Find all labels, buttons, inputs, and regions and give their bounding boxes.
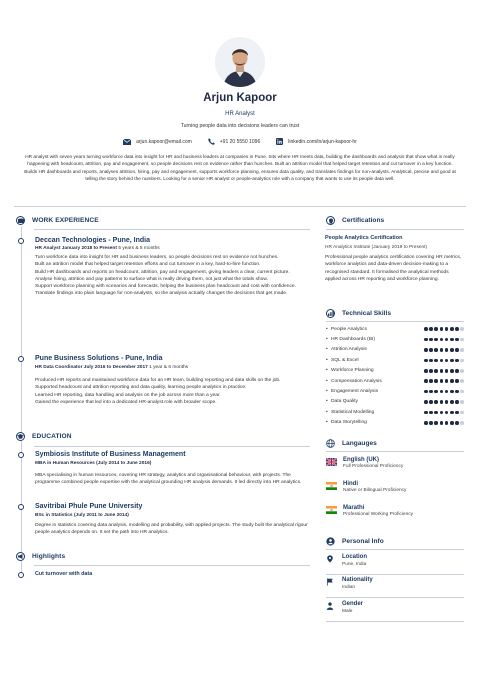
timeline-dot: [18, 452, 24, 458]
skill-rating-dot: [429, 338, 433, 342]
certification-issuer: HR Analytics Institute (January 2019 to Present): [325, 245, 428, 250]
skill-bullet: •: [326, 357, 328, 363]
skill-rating-dot: [424, 421, 428, 425]
experience-heading-text: WORK EXPERIENCE: [32, 217, 99, 224]
skill-rating-dot: [455, 411, 459, 415]
skill-rating-dot: [450, 379, 454, 383]
education-rule: [34, 446, 310, 447]
skill-rating-dot: [445, 379, 449, 383]
school-name: Symbiosis Institute of Business Management: [35, 451, 186, 458]
briefcase-icon: [16, 216, 25, 225]
tagline: Turning people data into decisions leaders can trust: [180, 123, 300, 129]
job-bullet: Produced HR reports and maintained workforce data for an HR team, building reporting and data skills on the job.: [35, 378, 281, 383]
skill-rating-dot: [460, 379, 464, 383]
skill-rating-dot: [424, 327, 428, 331]
phone-contact[interactable]: [208, 138, 260, 145]
job-meta: [35, 365, 188, 370]
skill-rating: [424, 359, 464, 363]
skill-rating-dot: [440, 369, 444, 373]
skill-rating-dot: [424, 390, 428, 394]
job-company: Deccan Technologies - Pune, India: [35, 237, 151, 244]
job-bullet: Built an attrition model that helped target retention efforts and cut turnover in a key, hard-to-hire function.: [35, 262, 261, 268]
skill-name: Engagement Analysis: [331, 389, 379, 395]
skill-row: [326, 376, 464, 386]
skill-rating-dot: [429, 348, 433, 352]
highlight-item: Cut turnover with data: [35, 571, 93, 577]
skills-rule: [326, 321, 464, 322]
graduation-cap-icon: [16, 432, 25, 441]
skill-rating: [424, 327, 464, 331]
skill-rating-dot: [455, 327, 459, 331]
timeline-dot: [18, 238, 24, 244]
skill-rating-dot: [429, 411, 433, 415]
skills-heading-text: Technical Skills: [342, 310, 391, 317]
email-text: arjun.kapoor@email.com: [136, 138, 192, 145]
skill-rating-dot: [450, 327, 454, 331]
job-bullets: [35, 254, 311, 298]
globe-icon: [326, 439, 335, 448]
skill-rating-dot: [440, 327, 444, 331]
professional-summary: HR analyst with seven years turning workforce data into insight for HR and business leaders at companies in Pune. Sits where HR meets data, building the dashboards and analysis that show what is really happening with headcount, attrition, pay and engagement, so people decisions rest on evidence rather than hunches. Built an attrition model that helped target retention and cut turnover in a key function. Builds HR dashboards and reports, analyses attrition, hiring, pay and engagement, supports workforce planning, ensures data quality, and translates findings for non-analysts. Analytical, precise and good at telling the story behind the numbers. Looking for a senior HR analyst or people-analytics role with a company that wants to use its people data well.: [24, 155, 456, 182]
skill-rating-dot: [445, 327, 449, 331]
skill-rating-dot: [440, 379, 444, 383]
skill-rating-dot: [424, 348, 428, 352]
timeline-dot: [18, 572, 24, 578]
skill-rating-dot: [434, 390, 438, 394]
skill-rating-dot: [460, 369, 464, 373]
linkedin-icon: [276, 138, 283, 145]
skill-rating-dot: [455, 421, 459, 425]
skill-rating: [424, 369, 464, 373]
job-company: Pune Business Solutions - Pune, India: [35, 355, 163, 362]
skill-rating-dot: [434, 400, 438, 404]
education-heading: [16, 432, 72, 441]
skill-rating-dot: [440, 359, 444, 363]
languages-heading-text: Langauges: [342, 440, 377, 447]
skill-rating-dot: [440, 348, 444, 352]
language-item: [326, 457, 403, 469]
degree-meta: [35, 461, 151, 466]
skill-rating-dot: [424, 400, 428, 404]
personal-label: Gender: [342, 601, 364, 607]
skill-rating-dot: [445, 421, 449, 425]
skill-name: HR Dashboards (BI): [331, 337, 376, 343]
location-icon: [326, 555, 334, 563]
personal-value: Male: [342, 608, 353, 614]
job-bullet: Analyse hiring, attrition and pay patterns to surface what is really driving them, not just what the totals show.: [35, 276, 268, 282]
skill-rating-dot: [440, 338, 444, 342]
school-name: Savitribai Phule Pune University: [35, 503, 143, 510]
language-level: Full Professional Proficiency: [343, 464, 404, 469]
skill-rating-dot: [424, 338, 428, 342]
job-bullet: Translate findings into plain language for non-analysts, so the analysis actually changes the decisions that get made.: [35, 291, 288, 297]
degree-description: MBA specialising in human resources, covering HR strategy, analytics and organisational behaviour, with projects. The programme combined people expertise with the analytical grounding HR analysis demands. It led directly into HR analytics.: [35, 473, 302, 486]
highlights-rule: [34, 565, 310, 566]
skill-rating-dot: [445, 411, 449, 415]
language-level: Native or Bilingual Proficiency: [343, 488, 407, 493]
skill-row: [326, 418, 464, 428]
skill-name: Statistical Modelling: [331, 409, 375, 415]
linkedin-contact[interactable]: [276, 138, 357, 145]
skill-rating: [424, 400, 464, 404]
personal-item-rule: [326, 597, 464, 598]
skill-rating-dot: [450, 359, 454, 363]
language-name: Hindi: [343, 481, 358, 487]
job-bullet: Supported headcount and attrition reporting and data quality, learning people analytics in practice.: [35, 385, 247, 391]
skill-rating-dot: [434, 327, 438, 331]
skill-row: [326, 345, 464, 355]
header-divider: [14, 206, 466, 207]
skill-rating-dot: [455, 338, 459, 342]
skill-bullet: •: [326, 420, 328, 426]
skills-heading: [326, 309, 391, 318]
phone-text: +91 20 5550 1096: [219, 138, 261, 145]
personal-label: Location: [342, 554, 367, 560]
certifications-heading: [326, 216, 384, 225]
skill-name: Data Quality: [331, 399, 358, 405]
personal-item: [326, 554, 367, 567]
skill-rating-dot: [455, 369, 459, 373]
skill-rating-dot: [450, 411, 454, 415]
india-flag-icon: [326, 482, 337, 490]
skill-name: Data Storytelling: [331, 420, 367, 426]
skill-bullet: •: [326, 347, 328, 353]
skill-rating-dot: [440, 411, 444, 415]
skill-rating-dot: [445, 390, 449, 394]
personal-item: [326, 601, 363, 614]
job-bullet: Turn workforce data into insight for HR and business leaders, so people decisions rest on evidence not hunches.: [35, 255, 279, 260]
job-dates: July 2016 to December 2017: [83, 364, 148, 370]
certifications-heading-text: Certifications: [342, 217, 385, 224]
skill-rating-dot: [429, 390, 433, 394]
personal-item-rule: [326, 621, 464, 622]
skill-rating-dot: [460, 411, 464, 415]
personal-info-heading: [326, 537, 384, 546]
skill-rating-dot: [429, 359, 433, 363]
skill-rating-dot: [460, 400, 464, 404]
skill-rating-dot: [440, 390, 444, 394]
degree-dates: (July 2014 to June 2016): [96, 460, 152, 466]
skill-bullet: •: [326, 337, 328, 343]
skill-rating: [424, 379, 464, 383]
skill-name: Compensation Analysis: [331, 378, 382, 384]
skill-row: [326, 334, 464, 344]
candidate-name: Arjun Kapoor: [203, 92, 277, 104]
skill-rating-dot: [450, 400, 454, 404]
languages-rule: [326, 451, 464, 452]
skill-rating-dot: [450, 338, 454, 342]
skill-rating: [424, 390, 464, 394]
language-name: Marathi: [343, 505, 365, 511]
profile-photo: [215, 37, 265, 87]
skill-rating: [424, 411, 464, 415]
skill-bullet: •: [326, 399, 328, 405]
skill-rating-dot: [455, 348, 459, 352]
highlights-heading: [16, 552, 65, 561]
job-bullet: Build HR dashboards and reports on headcount, attrition, pay and engagement, giving leaders a clear, current picture.: [35, 269, 290, 275]
skill-rating-dot: [429, 400, 433, 404]
language-name: English (UK): [343, 457, 379, 463]
job-role: HR Analyst: [35, 245, 61, 251]
linkedin-text: linkedin.com/in/arjun-kapoor-hr: [288, 138, 357, 145]
skill-rating-dot: [434, 411, 438, 415]
timeline-dot: [18, 356, 24, 362]
experience-rule: [34, 229, 310, 230]
skill-name: People Analytics: [331, 326, 367, 332]
skill-row: [326, 355, 464, 365]
skill-rating-dot: [455, 400, 459, 404]
skill-rating-dot: [424, 411, 428, 415]
skill-rating-dot: [445, 348, 449, 352]
skill-rating-dot: [460, 338, 464, 342]
personal-info-rule: [326, 549, 464, 550]
job-duration: 5 years & 5 months: [118, 245, 160, 251]
skill-rating-dot: [429, 369, 433, 373]
megaphone-icon: [16, 552, 25, 561]
timeline-line: [21, 226, 22, 576]
chart-icon: [326, 309, 335, 318]
timeline-dot: [18, 504, 24, 510]
language-item: [326, 481, 406, 493]
skill-bullet: •: [326, 409, 328, 415]
skill-rating-dot: [450, 390, 454, 394]
job-bullets: [35, 377, 311, 406]
degree-name: MBA in Human Resources: [35, 460, 95, 466]
user-icon: [326, 537, 335, 546]
degree-name: BSc in Statistics: [35, 512, 73, 518]
skill-rating-dot: [429, 327, 433, 331]
degree-description: Degree in statistics covering data analysis, modelling and probability, with applied projects. The study built the analytical rigour people analytics depends on. It set the path into HR analytics.: [35, 523, 308, 536]
job-duration: 1 year & 6 months: [149, 364, 189, 370]
skill-rating-dot: [455, 359, 459, 363]
skill-rating-dot: [445, 359, 449, 363]
job-role: HR Data Coordinator: [35, 364, 83, 370]
skill-rating-dot: [460, 421, 464, 425]
skill-name: SQL & Excel: [331, 357, 359, 363]
phone-icon: [208, 138, 215, 145]
job-meta: [35, 246, 160, 251]
job-bullet: Support workforce planning with scenarios and forecasts, helping the business plan headcount and cost with confidence.: [35, 284, 296, 290]
personal-label: Nationality: [342, 577, 373, 583]
skill-rating-dot: [434, 338, 438, 342]
certification-description: Professional people analytics certification covering HR metrics, workforce analytics and data-driven decision-making to a recognised standard. It formalised the analytical methods applied across HR reporting and workforce planning.: [325, 255, 462, 282]
personal-info-heading-text: Personal Info: [342, 538, 384, 545]
skill-bullet: •: [326, 389, 328, 395]
skill-bullet: •: [326, 368, 328, 374]
language-item: [326, 505, 413, 517]
languages-heading: [326, 439, 377, 448]
skill-rating-dot: [424, 379, 428, 383]
skill-rating-dot: [434, 369, 438, 373]
skill-row: [326, 407, 464, 417]
job-bullet: Learned HR reporting, data handling and analysis on the job across more than a year.: [35, 392, 221, 398]
skill-rating-dot: [424, 369, 428, 373]
skill-rating-dot: [434, 359, 438, 363]
skill-rating-dot: [455, 390, 459, 394]
person-icon: [326, 602, 334, 610]
skill-bullet: •: [326, 326, 328, 332]
skill-name: Attrition Analysis: [331, 347, 367, 353]
personal-value: Indian: [342, 584, 356, 590]
skill-rating-dot: [450, 369, 454, 373]
highlights-heading-text: Highlights: [32, 553, 66, 560]
certifications-rule: [326, 229, 464, 230]
skill-rating-dot: [434, 379, 438, 383]
skill-rating-dot: [445, 400, 449, 404]
email-contact[interactable]: [123, 138, 192, 145]
badge-icon: [326, 216, 335, 225]
email-icon: [123, 139, 131, 145]
skill-rating-dot: [450, 348, 454, 352]
flag-icon: [326, 578, 334, 586]
skill-rating-dot: [429, 421, 433, 425]
personal-item-rule: [326, 574, 464, 575]
skill-rating-dot: [460, 359, 464, 363]
contact-bar: [0, 138, 480, 145]
skill-bullet: •: [326, 378, 328, 384]
skill-rating-dot: [445, 338, 449, 342]
skill-row: [326, 324, 464, 334]
language-level: Professional Working Proficiency: [343, 512, 414, 517]
skill-rating-dot: [440, 421, 444, 425]
personal-item: [326, 577, 373, 590]
certification-title: People Analytics Certification: [325, 235, 403, 241]
job-dates: January 2018 to Present: [61, 245, 117, 251]
skill-rating-dot: [440, 400, 444, 404]
skill-rating-dot: [460, 390, 464, 394]
skill-name: Workforce Planning: [331, 368, 374, 374]
skill-rating-dot: [424, 359, 428, 363]
skill-row: [326, 386, 464, 396]
skill-rating: [424, 338, 464, 342]
skill-rating-dot: [460, 348, 464, 352]
experience-heading: [16, 216, 99, 225]
degree-meta: [35, 513, 129, 518]
skill-rating-dot: [434, 421, 438, 425]
skill-rating: [424, 421, 464, 425]
skill-rating-dot: [450, 421, 454, 425]
skill-rating-dot: [445, 369, 449, 373]
candidate-title: HR Analyst: [225, 111, 255, 117]
skill-rating-dot: [455, 379, 459, 383]
education-heading-text: EDUCATION: [32, 433, 72, 440]
personal-value: Pune, India: [342, 561, 367, 567]
skill-rating-dot: [434, 348, 438, 352]
india-flag-icon: [326, 506, 337, 514]
degree-dates: (July 2011 to June 2014): [73, 512, 129, 518]
skill-rating: [424, 348, 464, 352]
job-bullet: Gained the experience that led into a dedicated HR-analyst role with broader scope.: [35, 399, 217, 405]
uk-flag-icon: [326, 458, 337, 466]
skill-row: [326, 366, 464, 376]
skill-rating-dot: [429, 379, 433, 383]
skill-rating-dot: [460, 327, 464, 331]
skill-row: [326, 397, 464, 407]
